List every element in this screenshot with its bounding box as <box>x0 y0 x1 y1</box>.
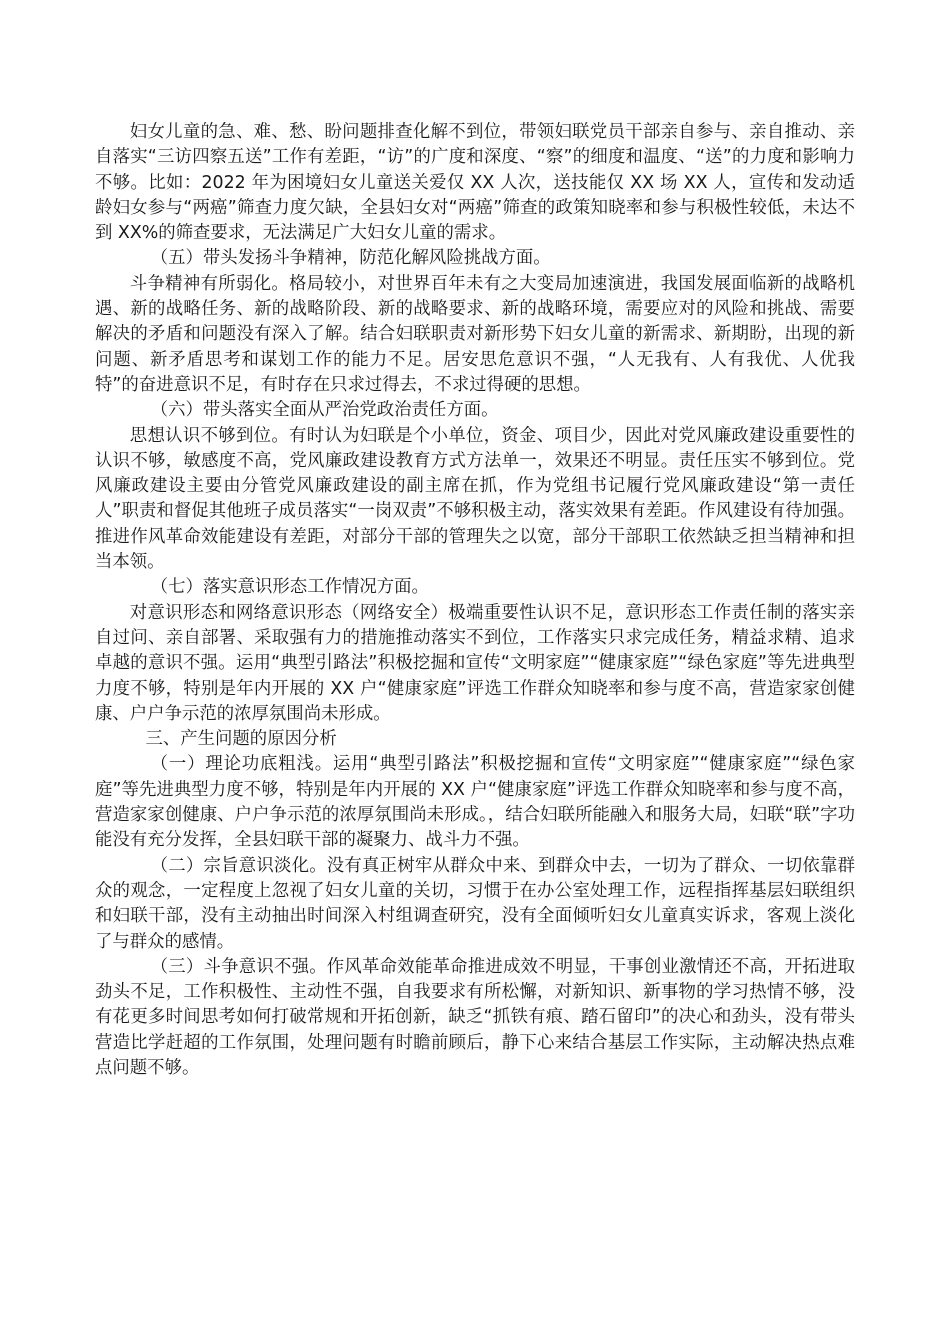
section-heading-5: （五）带头发扬斗争精神，防范化解风险挑战方面。 <box>150 248 551 269</box>
paragraph-theory-foundation: （一）理论功底粗浅。运用“典型引路法”积极挖掘和宣传“文明家庭”“健康家庭”“绿色家庭”等先进典型力度不够，特别是年内开展的 XX 户“健康家庭”评选工作群众知晓率和参与度不高，营造家家创健康、户户争示范的浓厚氛围尚未形成。，结合妇联所能融入和服务大局，妇联“联”字功能没有充分发挥，全县妇联干部的凝聚力、战斗力不强。 <box>95 754 855 851</box>
section-heading-6: （六）带头落实全面从严治党政治责任方面。 <box>150 400 499 421</box>
paragraph-women-children-issues: 妇女儿童的急、难、愁、盼问题排查化解不到位，带领妇联党员干部亲自参与、亲自推动、亲自落实“三访四察五送”工作有差距，“访”的广度和深度、“察”的细度和温度、“送”的力度和影响力不够。比如：2022 年为困境妇女儿童送关爱仅 XX 人次，送技能仅 XX 场 XX 人，宣传和发动适龄妇女参与“两癌”筛查力度欠缺，全县妇女对“两癌”筛查的政策知晓率和参与积极性较低，未达不到 XX%的筛查要求，无法满足广大妇女儿童的需求。 <box>95 122 855 244</box>
paragraph-struggle-awareness: （三）斗争意识不强。作风革命效能革命推进成效不明显，干事创业激情还不高，开拓进取劲头不足，工作积极性、主动性不强，自我要求有所松懈，对新知识、新事物的学习热情不够，没有花更多时间思考如何打破常规和开拓创新，缺乏“抓铁有痕、踏石留印”的决心和劲头，没有带头营造比学赶超的工作氛围，处理问题有时瞻前顾后，静下心来结合基层工作实际，主动解决热点难点问题不够。 <box>95 956 855 1078</box>
paragraph-purpose-awareness: （二）宗旨意识淡化。没有真正树牢从群众中来、到群众中去，一切为了群众、一切依靠群众的观念，一定程度上忽视了妇女儿童的关切，习惯于在办公室处理工作，远程指挥基层妇联组织和妇联干部，没有主动抽出时间深入村组调查研究，没有全面倾听妇女儿童真实诉求，客观上淡化了与群众的感情。 <box>95 855 855 952</box>
paragraph-ideology: 对意识形态和网络意识形态（网络安全）极端重要性认识不足，意识形态工作责任制的落实亲自过问、亲自部署、采取强有力的措施推动落实不到位，工作落实只求完成任务，精益求精、追求卓越的意识不强。运用“典型引路法”积极挖掘和宣传“文明家庭”“健康家庭”“绿色家庭”等先进典型力度不够，特别是年内开展的 XX 户“健康家庭”评选工作群众知晓率和参与度不高，营造家家创健康、户户争示范的浓厚氛围尚未形成。 <box>95 602 855 724</box>
section-heading-7: （七）落实意识形态工作情况方面。 <box>150 577 429 598</box>
paragraph-struggle-spirit: 斗争精神有所弱化。格局较小，对世界百年未有之大变局加速演进，我国发展面临新的战略机遇、新的战略任务、新的战略阶段、新的战略要求、新的战略环境，需要应对的风险和挑战、需要解决的矛盾和问题没有深入了解。结合妇联职责对新形势下妇女儿童的新需求、新期盼，出现的新问题、新矛盾思考和谋划工作的能力不足。居安思危意识不强，“人无我有、人有我优、人优我特”的奋进意识不足，有时存在只求过得去，不求过得硬的思想。 <box>95 273 855 395</box>
paragraph-party-discipline: 思想认识不够到位。有时认为妇联是个小单位，资金、项目少，因此对党风廉政建设重要性的认识不够，敏感度不高，党风廉政建设教育方式方法单一，效果还不明显。责任压实不够到位。党风廉政建设主要由分管党风廉政建设的副主席在抓，作为党组书记履行党风廉政建设“第一责任人”职责和督促其他班子成员落实“一岗双责”不够积极主动，落实效果有差距。作风建设有待加强。推进作风革命效能建设有差距，对部分干部的管理失之以宽，部分干部职工依然缺乏担当精神和担当本领。 <box>95 425 855 573</box>
chapter-heading-cause-analysis: 三、产生问题的原因分析 <box>145 729 337 750</box>
